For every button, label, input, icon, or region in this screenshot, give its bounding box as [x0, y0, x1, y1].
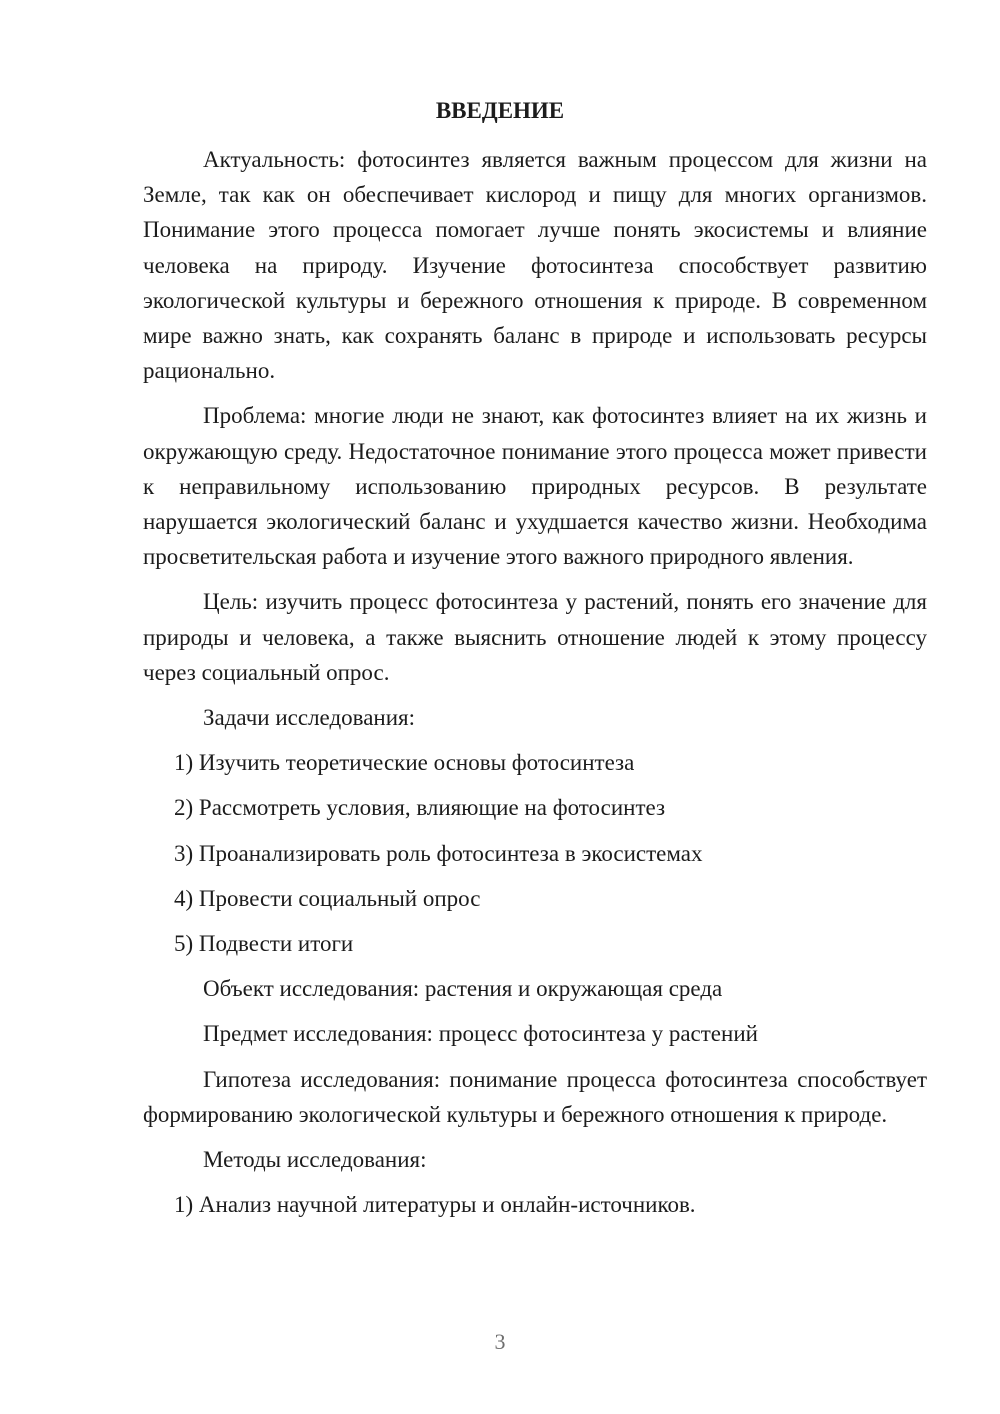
relevance-paragraph: Актуальность: фотосинтез является важным процессом для жизни на Земле, так как он обеспечивает кислород и пищу для многих организмов. Понимание этого процесса помогает лучше понять экосистемы и влияние человека на природу. Изучение фотосинтеза способствует развитию экологической культуры и бережного отношения к природе. В современном мире важно знать, как сохранять баланс в природе и использовать ресурсы рационально.: [143, 147, 927, 384]
research-object: Объект исследования: растения и окружающая среда: [203, 976, 723, 1002]
research-subject: Предмет исследования: процесс фотосинтеза у растений: [203, 1021, 758, 1047]
task-item: 4) Провести социальный опрос: [174, 885, 481, 911]
methods-list: [143, 1187, 927, 1222]
task-item: 2) Рассмотреть условия, влияющие на фотосинтез: [174, 795, 666, 821]
goal-paragraph: Цель: изучить процесс фотосинтеза у растений, понять его значение для природы и человека, а также выяснить отношение людей к этому процессу через социальный опрос.: [143, 589, 927, 685]
method-item: 1) Анализ научной литературы и онлайн-источников.: [174, 1192, 696, 1218]
problem-paragraph: Проблема: многие люди не знают, как фотосинтез влияет на их жизнь и окружающую среду. Недостаточное понимание этого процесса может привести к неправильному использованию природных ресурсов. В результате нарушается экологический баланс и ухудшается качество жизни. Необходима просветительская работа и изучение этого важного природного явления.: [143, 403, 927, 570]
task-item: 1) Изучить теоретические основы фотосинтеза: [174, 750, 635, 776]
document-body: [143, 142, 927, 1232]
task-item: 3) Проанализировать роль фотосинтеза в экосистемах: [174, 840, 703, 866]
tasks-heading: Задачи исследования:: [203, 705, 416, 731]
page-number: 3: [494, 1329, 506, 1354]
tasks-list: [143, 745, 927, 961]
hypothesis-paragraph: Гипотеза исследования: понимание процесса фотосинтеза способствует формированию экологической культуры и бережного отношения к природе.: [143, 1066, 927, 1127]
methods-heading: Методы исследования:: [203, 1147, 427, 1173]
section-title: ВВЕДЕНИЕ: [435, 98, 565, 123]
task-item: 5) Подвести итоги: [174, 931, 354, 957]
